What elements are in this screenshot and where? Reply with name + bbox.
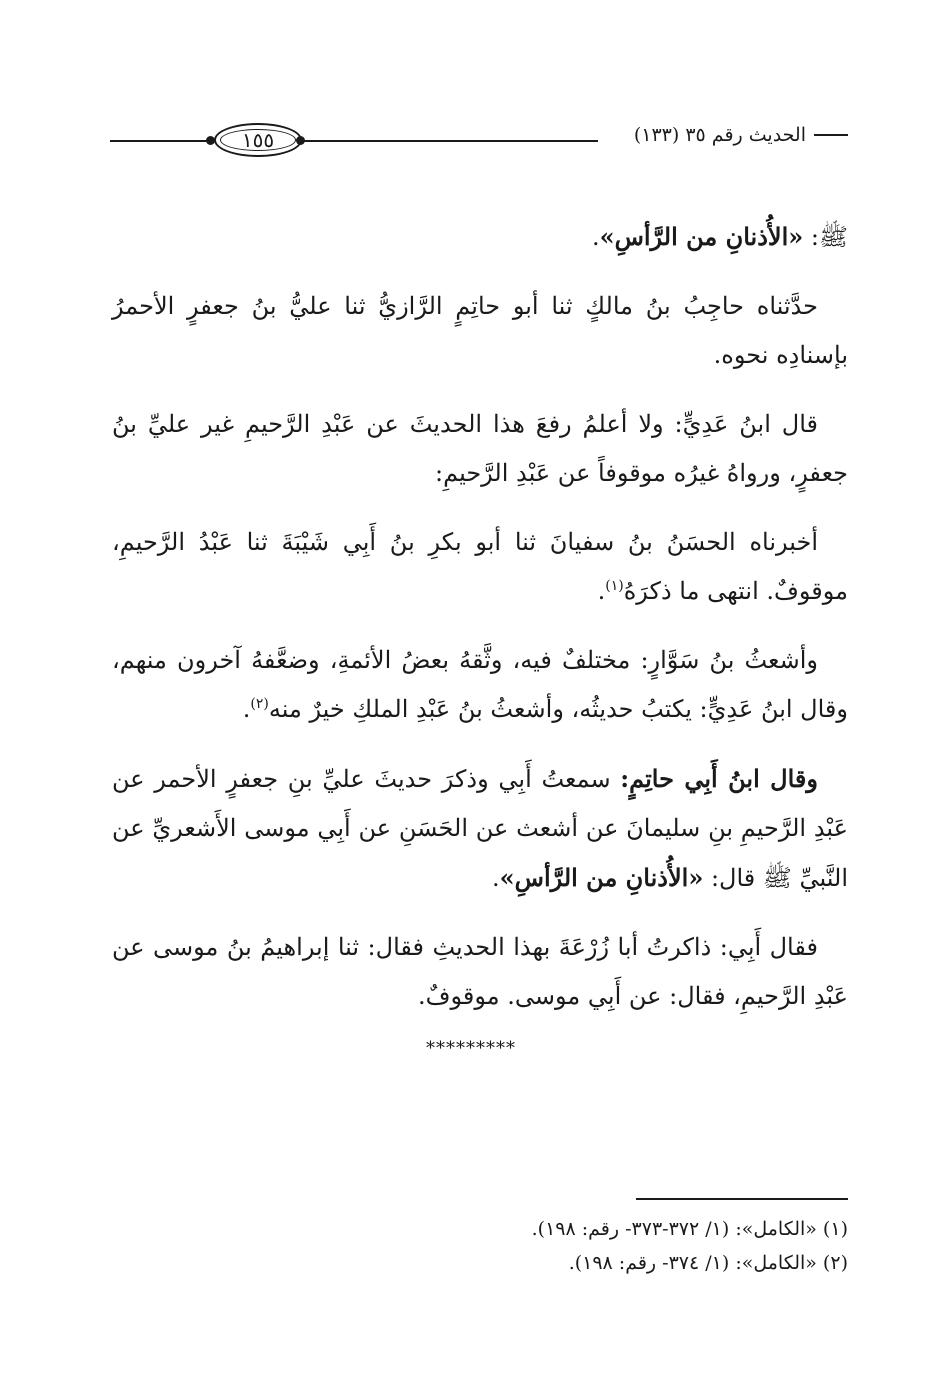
paragraph <box>112 212 848 262</box>
paragraph-tail: . <box>591 223 600 251</box>
section-separator: ********* <box>426 1038 516 1059</box>
paragraph <box>112 400 848 498</box>
paragraph-tail: . <box>242 695 251 723</box>
salawat-glyph: ﷺ <box>819 223 848 251</box>
paragraph <box>112 282 848 380</box>
paragraph <box>112 754 848 903</box>
footnote-ref[interactable]: (٢) <box>250 696 269 712</box>
running-head <box>634 124 848 146</box>
header-rule-right <box>300 140 598 142</box>
footnote-ref[interactable]: (١) <box>605 578 624 594</box>
main-text <box>112 212 848 1041</box>
header-rule-left <box>110 140 208 142</box>
paragraph-lead: وقال ابنُ أَبِي حاتِمٍ: <box>620 764 818 793</box>
running-head-text: الحديث رقم ٣٥ (١٣٣) <box>633 124 806 146</box>
hadith-quote: «الأُذنانِ من الرَّأسِ» <box>599 222 804 251</box>
footnote-rule <box>636 1198 848 1200</box>
paragraph-text: فقال أَبِي: ذاكرتُ أبا زُرْعَةَ بهذا الحديثِ فقال: ثنا إبراهيمُ بنُ موسى عن عَبْدِ الرَّحيمِ، فقال: عن أَبِي موسى. موقوفٌ. <box>112 933 848 1010</box>
running-head-dash <box>814 134 848 136</box>
paragraph-tail: . <box>492 864 500 892</box>
paragraph-tail: . <box>597 577 606 605</box>
footnote-item: (٢) «الكامل»: (١/ ٣٧٤- رقم: ١٩٨). <box>568 1252 848 1274</box>
paragraph-text: سمعتُ أَبِي وذكرَ حديثَ عليِّ بنِ جعفرٍ الأحمر عن عَبْدِ الرَّحيمِ بنِ سليمانَ عن أشعث عن الحَسَنِ عن أَبِي موسى الأَشعريِّ عن النَّبيِّ ﷺ قال: <box>112 765 848 892</box>
paragraph-text: : <box>803 223 819 251</box>
hadith-quote: «الأُذنانِ من الرَّأسِ» <box>499 863 704 892</box>
paragraph-text: وأشعثُ بنُ سَوَّارٍ: مختلفٌ فيه، وثَّقهُ بعضُ الأئمةِ، وضعَّفهُ آخرون منهم، وقال ابنُ عَدِيٍّ: يكتبُ حديثُه، وأشعثُ بنُ عَبْدِ الملكِ خيرٌ منه <box>112 646 848 723</box>
page-header <box>110 118 848 162</box>
page-number-badge <box>214 123 302 157</box>
paragraph-text: قال ابنُ عَدِيٍّ: ولا أعلمُ رفعَ هذا الحديثَ عن عَبْدِ الرَّحيمِ غير عليِّ بنُ جعفرٍ، ورواهُ غيرُه موقوفاً عن عَبْدِ الرَّحيمِ: <box>112 410 848 487</box>
paragraph-text: أخبرناه الحسَنُ بنُ سفيانَ ثنا أبو بكرِ بنُ أَبِي شَيْبَةَ ثنا عَبْدُ الرَّحيمِ، موقوفٌ. انتهى ما ذكرَهُ <box>112 528 848 605</box>
paragraph-text: حدَّثناه حاجِبُ بنُ مالكٍ ثنا أبو حاتِمٍ الرَّازيُّ ثنا عليُّ بنُ جعفرٍ الأحمرُ بإسنادِه نحوه. <box>112 292 848 369</box>
paragraph <box>112 518 848 616</box>
paragraph <box>112 636 848 734</box>
footnote-item: (١) «الكامل»: (١/ ٣٧٢-٣٧٣- رقم: ١٩٨). <box>531 1218 848 1240</box>
paragraph <box>112 923 848 1021</box>
footnotes <box>248 1212 848 1280</box>
page-number: ١٥٥ <box>241 128 275 152</box>
